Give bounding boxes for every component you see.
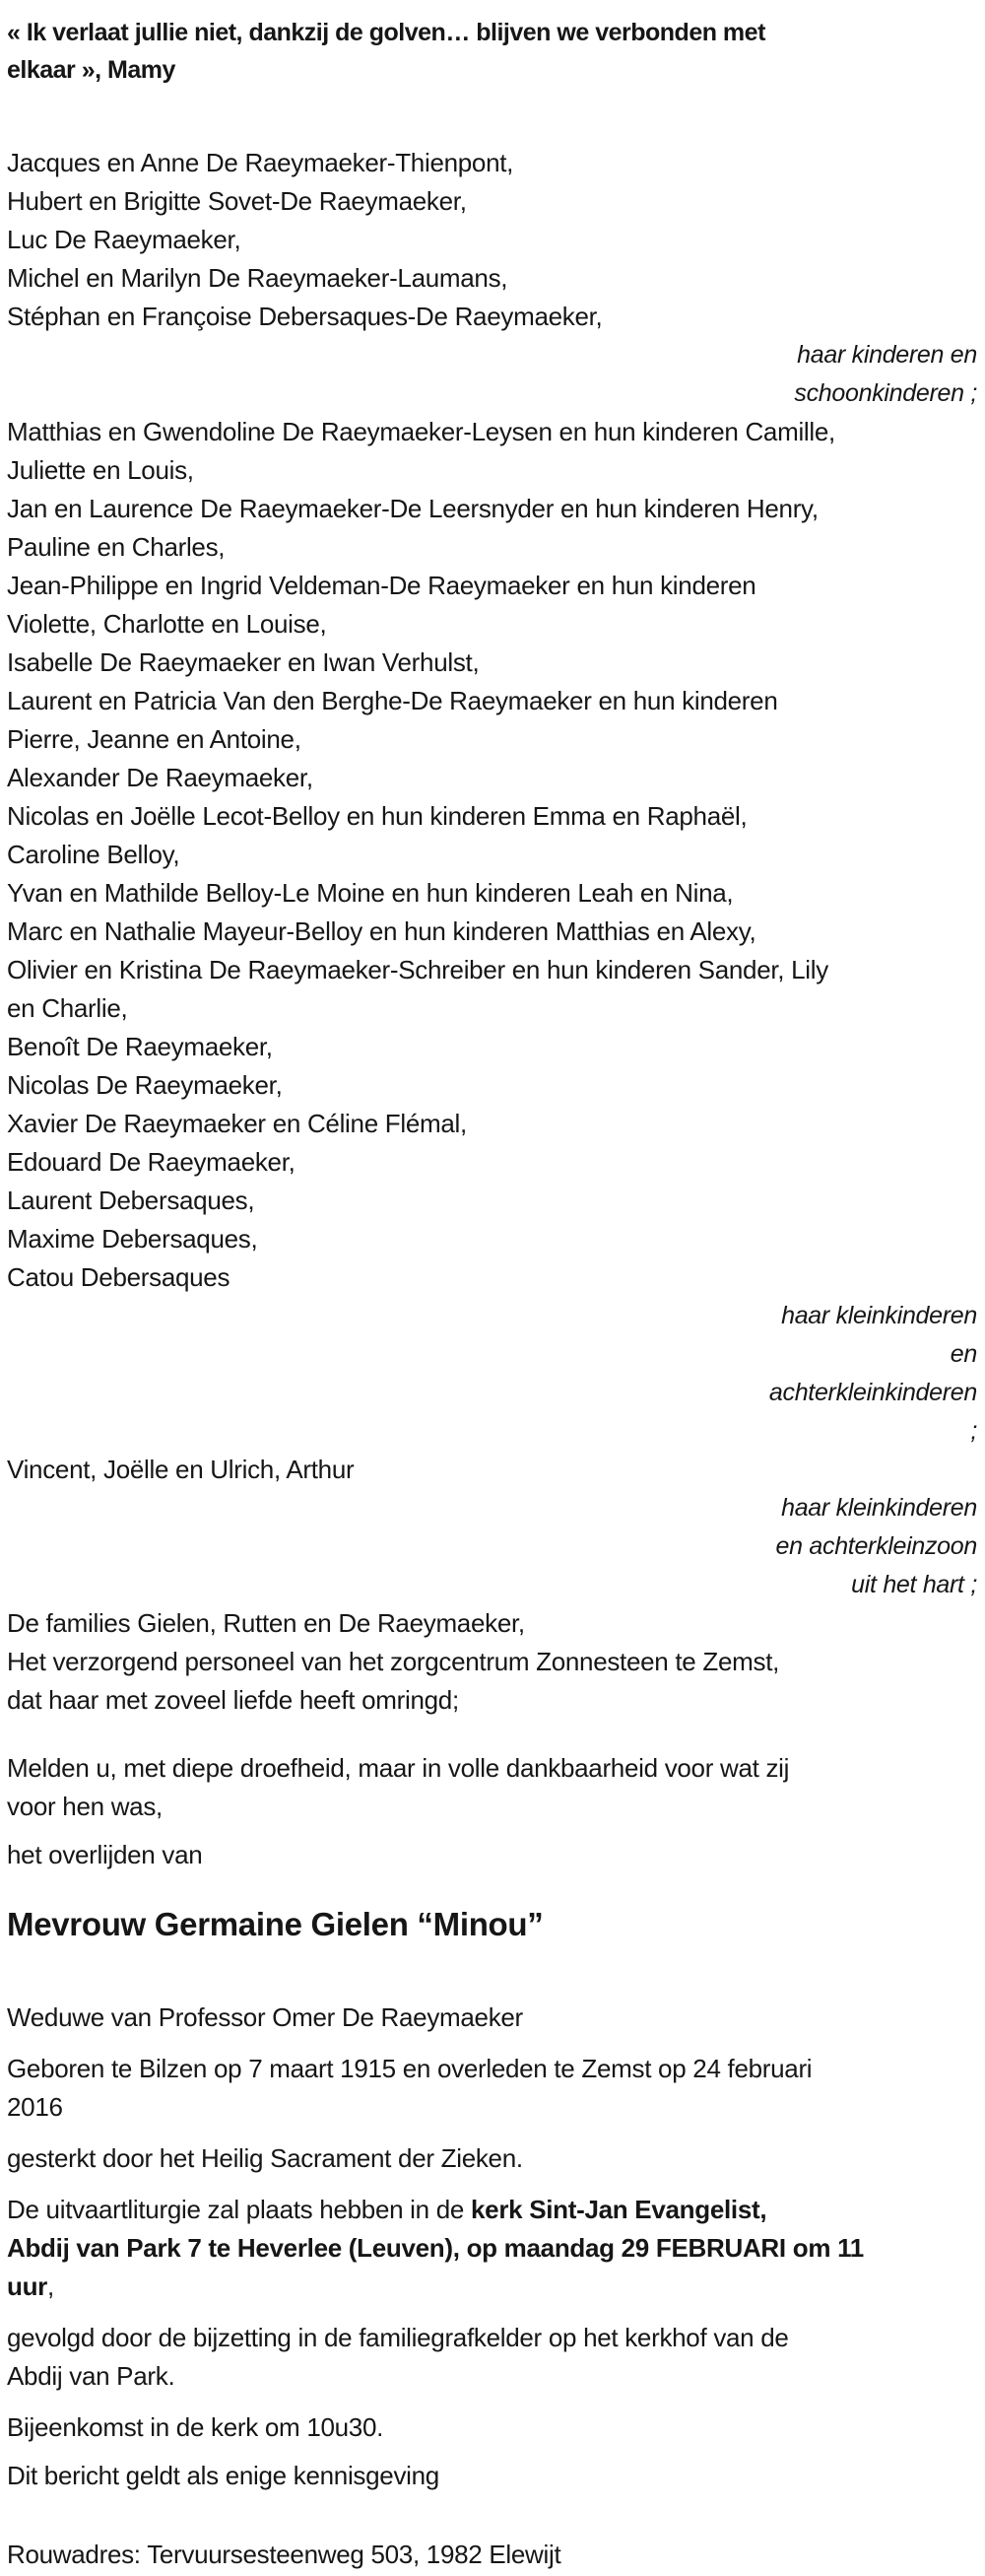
body-line: Weduwe van Professor Omer De Raeymaeker: [7, 2002, 523, 2032]
body-line: Geboren te Bilzen op 7 maart 1915 en overleden te Zemst op 24 februari: [7, 2054, 813, 2083]
deceased-name-heading: Mevrouw Germaine Gielen “Minou”: [7, 1906, 544, 1942]
name-list-line: Edouard De Raeymaeker,: [7, 1147, 296, 1177]
relation-label: achterkleinkinderen: [768, 1379, 977, 1406]
text-segment: De uitvaartliturgie zal plaats hebben in de: [7, 2195, 471, 2224]
name-list-line: Hubert en Brigitte Sovet-De Raeymaeker,: [7, 186, 467, 216]
body-line: 2016: [7, 2092, 63, 2122]
relation-label: uit het hart ;: [851, 1571, 977, 1598]
name-list-line: Nicolas en Joëlle Lecot-Belloy en hun kinderen Emma en Raphaël,: [7, 801, 748, 831]
body-line: [7, 2268, 977, 2306]
relation-label: ;: [970, 1417, 977, 1445]
name-list-line: Violette, Charlotte en Louise,: [7, 609, 327, 639]
relation-label: schoonkinderen ;: [794, 379, 977, 407]
body-line: Melden u, met diepe droefheid, maar in volle dankbaarheid voor wat zij: [7, 1753, 790, 1783]
name-list-line: Nicolas De Raeymaeker,: [7, 1070, 283, 1100]
bold-text-segment: uur: [7, 2271, 47, 2301]
name-list-line: Xavier De Raeymaeker en Céline Flémal,: [7, 1109, 467, 1138]
name-list-line: Matthias en Gwendoline De Raeymaeker-Leysen en hun kinderen Camille,: [7, 417, 835, 446]
name-list-line: Jacques en Anne De Raeymaeker-Thienpont,: [7, 148, 514, 177]
relation-label: haar kinderen en: [797, 341, 977, 369]
relation-label: haar kleinkinderen: [781, 1302, 977, 1329]
body-line: [7, 2191, 977, 2229]
name-list-line: Jan en Laurence De Raeymaeker-De Leersnyder en hun kinderen Henry,: [7, 494, 819, 523]
name-list-line: Alexander De Raeymaeker,: [7, 763, 313, 792]
bold-text-segment: kerk Sint-Jan Evangelist,: [471, 2195, 767, 2224]
name-list-line: Laurent en Patricia Van den Berghe-De Raeymaeker en hun kinderen: [7, 686, 778, 715]
body-line: gesterkt door het Heilig Sacrament der Zieken.: [7, 2143, 523, 2173]
name-list-line: Juliette en Louis,: [7, 455, 194, 485]
name-list-line: Caroline Belloy,: [7, 840, 180, 869]
body-line: het overlijden van: [7, 1840, 203, 1869]
body-line: Abdij van Park 7 te Heverlee (Leuven), op maandag 29 FEBRUARI om 11: [7, 2233, 864, 2263]
name-list-line: Jean-Philippe en Ingrid Veldeman-De Raeymaeker en hun kinderen: [7, 571, 756, 600]
epigraph-line: elkaar », Mamy: [7, 56, 175, 84]
name-list-line: Yvan en Mathilde Belloy-Le Moine en hun kinderen Leah en Nina,: [7, 878, 734, 908]
name-list-line: Vincent, Joëlle en Ulrich, Arthur: [7, 1455, 355, 1484]
name-list-line: Benoît De Raeymaeker,: [7, 1032, 273, 1061]
name-list-line: Isabelle De Raeymaeker en Iwan Verhulst,: [7, 647, 480, 677]
body-line: dat haar met zoveel liefde heeft omringd;: [7, 1685, 459, 1715]
name-list-line: Michel en Marilyn De Raeymaeker-Laumans,: [7, 263, 508, 293]
text-segment: ,: [46, 2271, 54, 2301]
name-list-line: Catou Debersaques: [7, 1262, 230, 1292]
relation-label: en: [950, 1340, 977, 1368]
relation-label: haar kleinkinderen: [781, 1494, 977, 1522]
relation-label: en achterkleinzoon: [775, 1532, 977, 1560]
name-list-line: Luc De Raeymaeker,: [7, 225, 241, 254]
mourning-address-line: Rouwadres: Tervuursesteenweg 503, 1982 Elewijt: [7, 2540, 561, 2569]
name-list-line: Pauline en Charles,: [7, 532, 226, 562]
body-line: gevolgd door de bijzetting in de familiegrafkelder op het kerkhof van de: [7, 2323, 789, 2352]
body-line: voor hen was,: [7, 1792, 163, 1821]
body-line: Dit bericht geldt als enige kennisgeving: [7, 2461, 439, 2490]
name-list-line: Olivier en Kristina De Raeymaeker-Schreiber en hun kinderen Sander, Lily: [7, 955, 828, 984]
body-line: De families Gielen, Rutten en De Raeymaeker,: [7, 1608, 525, 1638]
name-list-line: Pierre, Jeanne en Antoine,: [7, 724, 301, 754]
body-line: Abdij van Park.: [7, 2361, 175, 2391]
name-list-line: Laurent Debersaques,: [7, 1186, 255, 1215]
name-list-line: en Charlie,: [7, 993, 128, 1023]
name-list-line: Maxime Debersaques,: [7, 1224, 258, 1254]
name-list-line: Marc en Nathalie Mayeur-Belloy en hun kinderen Matthias en Alexy,: [7, 916, 756, 946]
name-list-line: Stéphan en Françoise Debersaques-De Raeymaeker,: [7, 302, 603, 331]
body-line: Bijeenkomst in de kerk om 10u30.: [7, 2412, 384, 2442]
epigraph-line: « Ik verlaat jullie niet, dankzij de golven… blijven we verbonden met: [7, 19, 765, 46]
body-line: Het verzorgend personeel van het zorgcentrum Zonnesteen te Zemst,: [7, 1647, 780, 1676]
